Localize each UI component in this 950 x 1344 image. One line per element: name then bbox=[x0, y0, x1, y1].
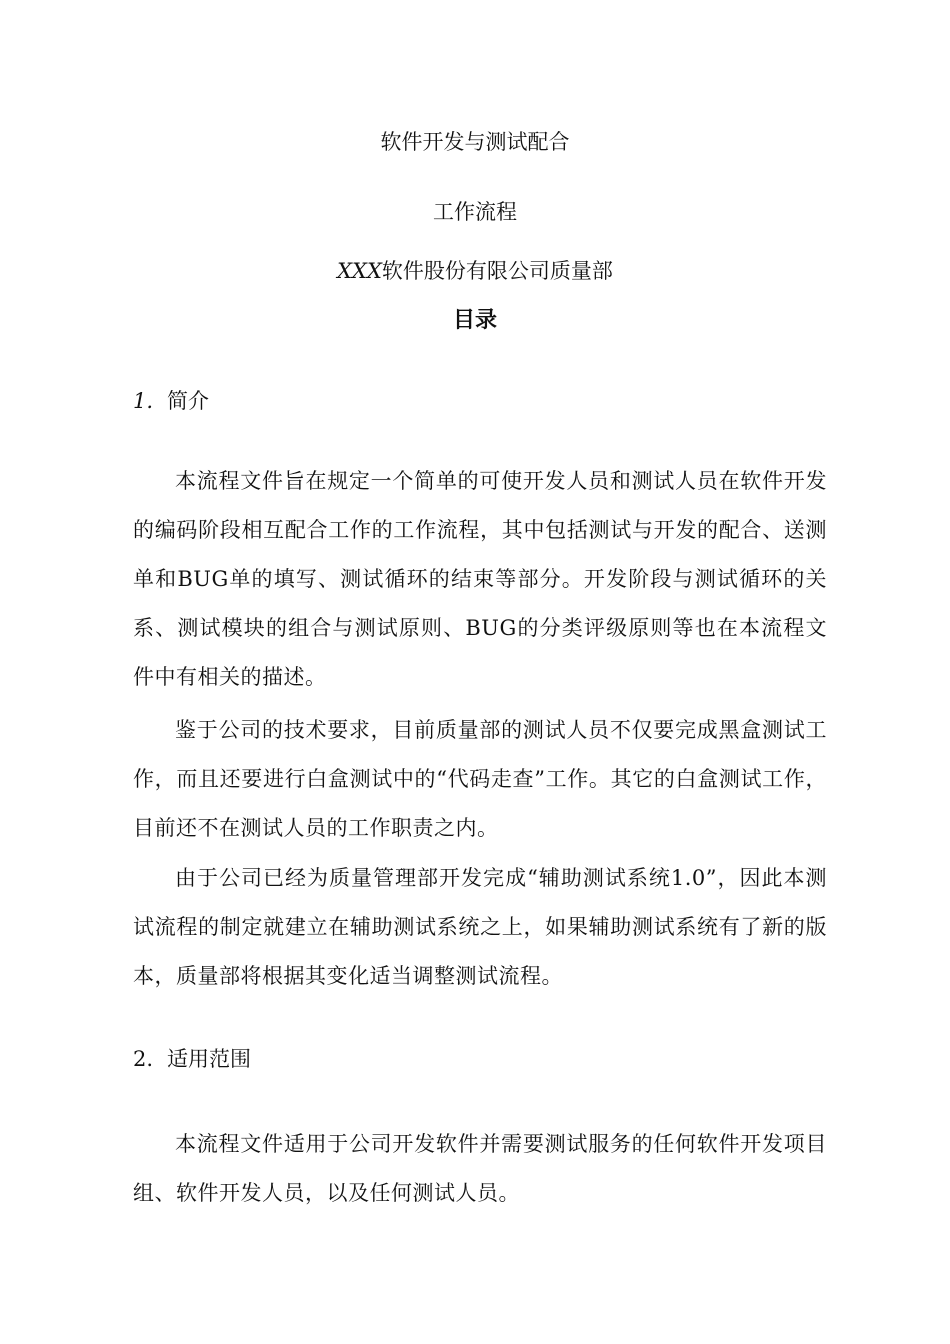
document-title: 软件开发与测试配合 bbox=[380, 130, 570, 154]
section-number: 2. bbox=[133, 1047, 154, 1071]
section-number: 1. bbox=[133, 389, 154, 413]
paragraph: 本流程文件旨在规定一个简单的可使开发人员和测试人员在软件开发的编码阶段相互配合工作的工作流程，其中包括测试与开发的配合、送测单和BUG单的填写、测试循环的结束等部分。开发阶段与测试循环的关系、测试模块的组合与测试原则、BUG的分类评级原则等也在本流程文件中有相关的描述。 bbox=[133, 469, 827, 689]
document-subtitle: 工作流程 bbox=[433, 200, 517, 224]
section-title: 简介 bbox=[167, 389, 209, 413]
section-heading-scope bbox=[133, 1044, 251, 1074]
section-heading-intro bbox=[133, 386, 209, 416]
paragraph: 由于公司已经为质量管理部开发完成“辅助测试系统1.0”，因此本测试流程的制定就建立在辅助测试系统之上，如果辅助测试系统有了新的版本，质量部将根据其变化适当调整测试流程。 bbox=[133, 866, 827, 988]
toc-heading: 目录 bbox=[452, 308, 497, 333]
company-name-rest: 软件股份有限公司质量部 bbox=[381, 259, 613, 283]
paragraph: 本流程文件适用于公司开发软件并需要测试服务的任何软件开发项目组、软件开发人员，以及任何测试人员。 bbox=[133, 1132, 827, 1205]
company-name bbox=[0, 256, 950, 286]
paragraph: 鉴于公司的技术要求，目前质量部的测试人员不仅要完成黑盒测试工作，而且还要进行白盒测试中的“代码走查”工作。其它的白盒测试工作，目前还不在测试人员的工作职责之内。 bbox=[133, 718, 827, 840]
company-prefix: XXX bbox=[337, 259, 382, 283]
section-title: 适用范围 bbox=[167, 1047, 251, 1071]
